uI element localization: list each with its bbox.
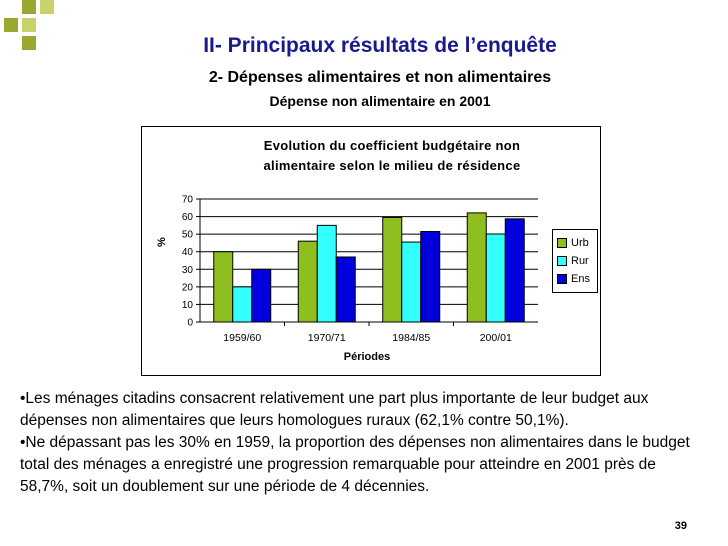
bar: [214, 252, 233, 322]
bar: [486, 234, 505, 322]
x-tick-label: 200/01: [479, 332, 512, 344]
deco-square: [22, 0, 36, 14]
deco-square: [4, 18, 18, 32]
x-tick-label: 1959/60: [223, 332, 262, 344]
slide-title: II- Principaux résultats de l’enquête: [203, 34, 557, 57]
y-tick-label: 0: [187, 317, 193, 329]
y-tick-label: 20: [181, 282, 193, 294]
chart-plot: [142, 127, 600, 375]
deco-square: [22, 18, 36, 32]
bar: [383, 217, 402, 322]
bullet-item: •Ne dépassant pas les 30% en 1959, la proportion des dépenses non alimentaires dans le budget total des ménages a enregistré une progression remarquable pour atteindre en 2001 près de 58,7%, soit un doublement sur une période de 4 décennies.: [20, 434, 690, 495]
bar: [233, 287, 252, 322]
legend-item-rur: [557, 254, 589, 268]
legend-item-ens: [557, 272, 590, 286]
bar: [317, 225, 336, 322]
legend-item-urb: [557, 236, 589, 250]
legend-label: Rur: [571, 255, 589, 267]
y-tick-label: 60: [181, 212, 193, 224]
slide-subtitle: 2- Dépenses alimentaires et non alimentaires: [208, 69, 552, 86]
chart-title-line: Evolution du coefficient budgétaire non: [263, 138, 521, 153]
page-number: 39: [674, 520, 687, 532]
y-tick-label: 10: [181, 299, 193, 311]
bar: [402, 242, 421, 322]
bullet-list: [20, 388, 702, 498]
x-tick-label: 1984/85: [392, 332, 431, 344]
deco-square: [40, 0, 54, 14]
chart-legend: [552, 229, 598, 293]
y-tick-label: 70: [181, 194, 193, 206]
y-axis-label: %: [156, 237, 168, 247]
section-title: Dépense non alimentaire en 2001: [269, 93, 491, 109]
bullet-item: •Les ménages citadins consacrent relativement une part plus importante de leur budget aux dépenses non alimentaires que leurs homologues ruraux (62,1% contre 50,1%).: [20, 390, 649, 429]
legend-swatch: [557, 238, 567, 248]
bar: [421, 232, 440, 322]
y-tick-label: 30: [181, 264, 193, 276]
bar: [252, 269, 271, 322]
y-tick-label: 40: [181, 247, 193, 259]
bar: [336, 257, 355, 322]
legend-label: Ens: [571, 273, 590, 285]
bar-chart: [141, 126, 601, 376]
deco-square: [22, 36, 36, 50]
x-tick-label: 1970/71: [307, 332, 346, 344]
y-tick-label: 50: [181, 229, 193, 241]
legend-swatch: [557, 256, 567, 266]
chart-title-line: alimentaire selon le milieu de résidence: [263, 158, 521, 173]
legend-swatch: [557, 274, 567, 284]
x-axis-label: Périodes: [343, 351, 391, 363]
bar: [467, 213, 486, 322]
bar: [505, 219, 524, 322]
legend-label: Urb: [571, 237, 589, 249]
bar: [298, 241, 317, 322]
